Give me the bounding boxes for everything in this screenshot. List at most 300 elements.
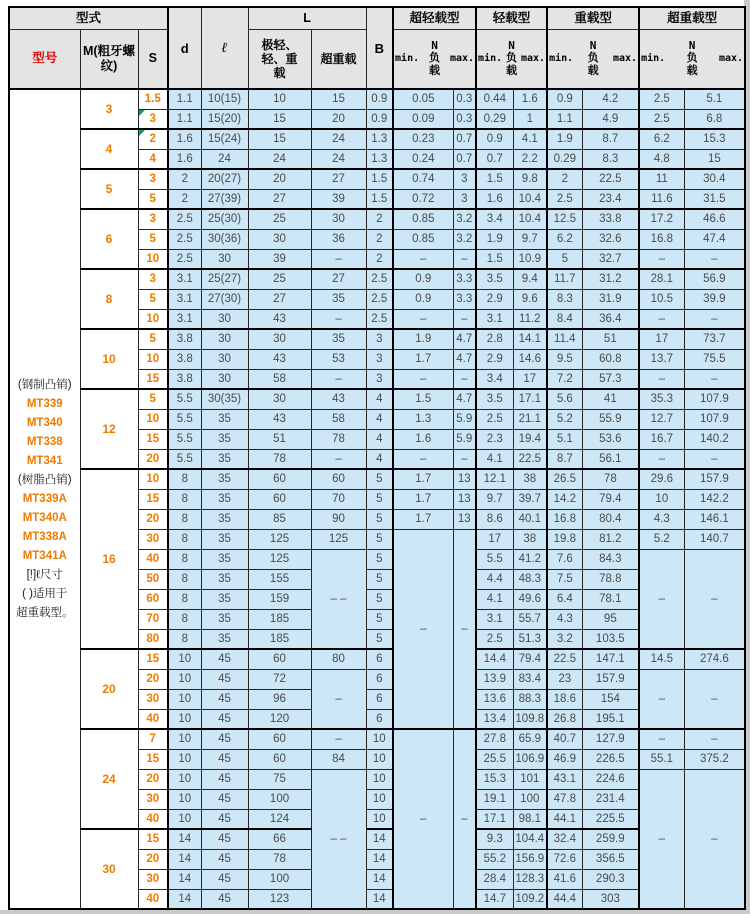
value-cell: 9.5: [547, 349, 582, 369]
value-cell: 10.4: [513, 209, 547, 229]
value-cell: 4.1: [476, 589, 513, 609]
s-size-cell: 10: [138, 309, 168, 329]
value-cell: 1.7: [393, 489, 453, 509]
value-cell: 15: [248, 109, 311, 129]
model-code: MT339A: [22, 492, 67, 505]
value-cell: 53: [311, 349, 366, 369]
value-cell: 7.5: [547, 569, 582, 589]
value-cell: 3.4: [476, 369, 513, 389]
value-cell: 16.8: [547, 509, 582, 529]
s-size-cell: 10: [138, 409, 168, 429]
value-cell: 35.3: [639, 389, 684, 409]
value-cell: 125: [248, 549, 311, 569]
value-cell: 6: [366, 649, 393, 669]
value-cell: 81.2: [582, 529, 639, 549]
value-cell: 3: [366, 369, 393, 389]
value-cell: 3.2: [453, 229, 476, 249]
value-cell: 30: [201, 369, 248, 389]
value-cell: 60: [248, 469, 311, 489]
value-cell: 78: [248, 849, 311, 869]
value-cell: 5.2: [639, 529, 684, 549]
value-cell: 11: [639, 169, 684, 189]
value-cell: 2: [366, 249, 393, 269]
value-cell: 5.2: [547, 409, 582, 429]
dash-cell: –: [453, 529, 476, 729]
value-cell: 30: [248, 329, 311, 349]
value-cell: 16.7: [639, 429, 684, 449]
value-cell: 20(27): [201, 169, 248, 189]
value-cell: 107.9: [684, 409, 745, 429]
min-label: min.: [395, 53, 420, 65]
value-cell: 56.1: [582, 449, 639, 469]
value-cell: –: [311, 309, 366, 329]
value-cell: 10: [366, 769, 393, 789]
value-cell: 43.1: [547, 769, 582, 789]
value-cell: 35: [201, 409, 248, 429]
value-cell: 35: [201, 629, 248, 649]
value-cell: 1.9: [547, 129, 582, 149]
value-cell: 2: [366, 229, 393, 249]
value-cell: 38: [513, 529, 547, 549]
value-cell: 17: [639, 329, 684, 349]
value-cell: 100: [248, 789, 311, 809]
value-cell: 5.6: [547, 389, 582, 409]
value-cell: 35: [201, 569, 248, 589]
value-cell: –: [639, 729, 684, 749]
header-group-heavy: 重载型: [547, 7, 639, 29]
m-size-cell: 16: [80, 469, 138, 649]
header-minmax-light: [476, 29, 547, 89]
value-cell: 10: [168, 809, 201, 829]
value-cell: 66: [248, 829, 311, 849]
value-cell: 4.8: [639, 149, 684, 169]
value-cell: 10.4: [513, 189, 547, 209]
value-cell: 5.5: [476, 549, 513, 569]
s-size-cell: 30: [138, 869, 168, 889]
value-cell: 154: [582, 689, 639, 709]
value-cell: 46.6: [684, 209, 745, 229]
value-cell: 30: [201, 329, 248, 349]
value-cell: 0.09: [393, 109, 453, 129]
value-cell: 0.29: [476, 109, 513, 129]
value-cell: 3.8: [168, 349, 201, 369]
value-cell: 11.2: [513, 309, 547, 329]
value-cell: –: [639, 369, 684, 389]
value-cell: 6: [366, 689, 393, 709]
value-cell: 4.7: [453, 349, 476, 369]
header-m-thread: M(粗牙螺纹): [80, 29, 138, 89]
s-size-cell: 10: [138, 249, 168, 269]
value-cell: 35: [201, 489, 248, 509]
value-cell: 51: [248, 429, 311, 449]
value-cell: 146.1: [684, 509, 745, 529]
value-cell: 24: [201, 149, 248, 169]
value-cell: 78: [248, 449, 311, 469]
value-cell: 45: [201, 769, 248, 789]
s-size-cell: 40: [138, 709, 168, 729]
value-cell: 2: [547, 169, 582, 189]
value-cell: 35: [201, 529, 248, 549]
value-cell: 10.9: [513, 249, 547, 269]
value-cell: 109.8: [513, 709, 547, 729]
value-cell: 8: [168, 509, 201, 529]
s-size-cell: 5: [138, 389, 168, 409]
dash-cell: –: [639, 769, 684, 909]
dash-cell: –: [684, 549, 745, 649]
value-cell: 45: [201, 749, 248, 769]
value-cell: 2.5: [168, 249, 201, 269]
value-cell: –: [684, 729, 745, 749]
value-cell: 17.1: [513, 389, 547, 409]
value-cell: 27: [311, 169, 366, 189]
value-cell: 259.9: [582, 829, 639, 849]
value-cell: 2.5: [639, 109, 684, 129]
value-cell: 32.6: [582, 229, 639, 249]
s-size-cell: 5: [138, 189, 168, 209]
value-cell: 1.3: [393, 409, 453, 429]
header-L-group: L: [248, 7, 366, 29]
value-cell: 1.6: [393, 429, 453, 449]
value-cell: 27(30): [201, 289, 248, 309]
value-cell: 0.7: [453, 149, 476, 169]
value-cell: 2.5: [476, 409, 513, 429]
value-cell: 78: [311, 429, 366, 449]
value-cell: 90: [311, 509, 366, 529]
value-cell: 4.3: [639, 509, 684, 529]
value-cell: 19.8: [547, 529, 582, 549]
value-cell: 1.5: [366, 169, 393, 189]
value-cell: –: [311, 449, 366, 469]
value-cell: 43: [311, 389, 366, 409]
value-cell: 3.1: [168, 289, 201, 309]
value-cell: 5: [366, 629, 393, 649]
value-cell: 44.4: [547, 889, 582, 909]
value-cell: 51.3: [513, 629, 547, 649]
value-cell: 10: [366, 749, 393, 769]
value-cell: 84.3: [582, 549, 639, 569]
value-cell: 31.9: [582, 289, 639, 309]
model-note-line: [!]ℓ尺寸: [26, 568, 63, 581]
value-cell: 124: [248, 809, 311, 829]
model-code: MT340: [26, 416, 63, 429]
value-cell: 30(35): [201, 389, 248, 409]
value-cell: 30.4: [684, 169, 745, 189]
value-cell: 35: [311, 289, 366, 309]
value-cell: 29.6: [639, 469, 684, 489]
value-cell: 57.3: [582, 369, 639, 389]
value-cell: 45: [201, 829, 248, 849]
s-size-cell: 3: [138, 169, 168, 189]
value-cell: 15(20): [201, 109, 248, 129]
min-label: min.: [641, 53, 666, 65]
value-cell: 11.7: [547, 269, 582, 289]
value-cell: 10: [248, 89, 311, 109]
value-cell: 30: [201, 249, 248, 269]
value-cell: 2.9: [476, 289, 513, 309]
value-cell: 1.1: [168, 109, 201, 129]
value-cell: 15: [311, 89, 366, 109]
value-cell: 24: [311, 129, 366, 149]
s-size-cell: 40: [138, 889, 168, 909]
value-cell: 195.1: [582, 709, 639, 729]
value-cell: 36.4: [582, 309, 639, 329]
value-cell: 125: [248, 529, 311, 549]
value-cell: 45: [201, 849, 248, 869]
value-cell: –: [393, 309, 453, 329]
s-size-cell: 30: [138, 689, 168, 709]
value-cell: 2: [168, 189, 201, 209]
dash-cell: –: [639, 549, 684, 649]
value-cell: –: [453, 449, 476, 469]
max-label: max.: [520, 53, 546, 65]
value-cell: 60: [248, 729, 311, 749]
value-cell: 47.8: [547, 789, 582, 809]
value-cell: 8.4: [547, 309, 582, 329]
value-cell: 3.1: [168, 269, 201, 289]
value-cell: 20: [311, 109, 366, 129]
value-cell: 8.7: [582, 129, 639, 149]
value-cell: 95: [582, 609, 639, 629]
min-label: min.: [478, 53, 503, 65]
value-cell: 21.1: [513, 409, 547, 429]
model-code: MT341A: [22, 549, 67, 562]
value-cell: 4.7: [453, 389, 476, 409]
s-size-cell: 40: [138, 809, 168, 829]
value-cell: 123: [248, 889, 311, 909]
value-cell: 58: [311, 409, 366, 429]
value-cell: 35: [201, 609, 248, 629]
value-cell: 35: [311, 329, 366, 349]
value-cell: 2: [168, 169, 201, 189]
value-cell: 32.4: [547, 829, 582, 849]
value-cell: 4.7: [453, 329, 476, 349]
value-cell: 14.2: [547, 489, 582, 509]
spec-table-header: [9, 7, 745, 89]
value-cell: 8.7: [547, 449, 582, 469]
value-cell: 35: [201, 429, 248, 449]
value-cell: 0.7: [453, 129, 476, 149]
value-cell: 33.8: [582, 209, 639, 229]
value-cell: 5: [366, 569, 393, 589]
value-cell: 17: [513, 369, 547, 389]
value-cell: 3: [366, 329, 393, 349]
value-cell: 11.6: [639, 189, 684, 209]
value-cell: 8: [168, 549, 201, 569]
value-cell: –: [311, 729, 366, 749]
value-cell: 0.3: [453, 89, 476, 109]
value-cell: 274.6: [684, 649, 745, 669]
value-cell: 84: [311, 749, 366, 769]
value-cell: 1.5: [366, 189, 393, 209]
value-cell: 78.1: [582, 589, 639, 609]
value-cell: 5: [366, 609, 393, 629]
value-cell: 159: [248, 589, 311, 609]
value-cell: 3.8: [168, 369, 201, 389]
s-size-cell: 20: [138, 509, 168, 529]
model-note-line: (树脂凸销): [17, 473, 72, 486]
max-label: max.: [449, 53, 475, 65]
value-cell: 17: [476, 529, 513, 549]
dash-cell: – –: [311, 769, 366, 909]
value-cell: 10(15): [201, 89, 248, 109]
value-cell: 75: [248, 769, 311, 789]
header-model: 型号: [9, 29, 80, 89]
value-cell: 96: [248, 689, 311, 709]
value-cell: 157.9: [582, 669, 639, 689]
value-cell: 31.5: [684, 189, 745, 209]
value-cell: 128.3: [513, 869, 547, 889]
value-cell: 73.7: [684, 329, 745, 349]
value-cell: 8.3: [582, 149, 639, 169]
value-cell: 1.5: [476, 249, 513, 269]
value-cell: 39: [311, 189, 366, 209]
value-cell: 19.4: [513, 429, 547, 449]
header-minmax-ultralight: [393, 29, 476, 89]
s-size-cell: 15: [138, 749, 168, 769]
dash-cell: –: [393, 529, 453, 729]
value-cell: –: [684, 449, 745, 469]
value-cell: 27: [311, 269, 366, 289]
header-group-ultralight: 超轻载型: [393, 7, 476, 29]
value-cell: 35: [201, 469, 248, 489]
value-cell: 13.9: [476, 669, 513, 689]
value-cell: 5.1: [547, 429, 582, 449]
s-size-cell: 20: [138, 669, 168, 689]
value-cell: 5: [547, 249, 582, 269]
value-cell: 0.05: [393, 89, 453, 109]
value-cell: 8: [168, 589, 201, 609]
value-cell: 13: [453, 509, 476, 529]
value-cell: 107.9: [684, 389, 745, 409]
value-cell: 17.1: [476, 809, 513, 829]
value-cell: 45: [201, 729, 248, 749]
value-cell: 20: [248, 169, 311, 189]
value-cell: 35: [201, 509, 248, 529]
value-cell: 30(36): [201, 229, 248, 249]
value-cell: 80: [311, 649, 366, 669]
value-cell: 4.1: [476, 449, 513, 469]
value-cell: 5: [366, 529, 393, 549]
header-s: S: [138, 29, 168, 89]
min-label: min.: [549, 53, 574, 65]
value-cell: 27: [248, 189, 311, 209]
s-size-cell: 20: [138, 849, 168, 869]
value-cell: 35: [201, 549, 248, 569]
value-cell: 55.7: [513, 609, 547, 629]
value-cell: 3.1: [168, 309, 201, 329]
value-cell: 4.4: [476, 569, 513, 589]
m-size-cell: 30: [80, 829, 138, 909]
value-cell: 10: [168, 669, 201, 689]
value-cell: 78.8: [582, 569, 639, 589]
value-cell: 10: [168, 749, 201, 769]
value-cell: 0.85: [393, 209, 453, 229]
value-cell: 8: [168, 489, 201, 509]
value-cell: 15.3: [684, 129, 745, 149]
n-load-label: N 负 载: [587, 39, 599, 78]
value-cell: 16.8: [639, 229, 684, 249]
value-cell: 45: [201, 649, 248, 669]
value-cell: 303: [582, 889, 639, 909]
value-cell: 2.8: [476, 329, 513, 349]
value-cell: 4: [366, 449, 393, 469]
value-cell: 127.9: [582, 729, 639, 749]
value-cell: 28.1: [639, 269, 684, 289]
s-size-cell: 30: [138, 789, 168, 809]
value-cell: 2.5: [366, 269, 393, 289]
value-cell: 3.8: [168, 329, 201, 349]
value-cell: 0.44: [476, 89, 513, 109]
value-cell: 41: [582, 389, 639, 409]
value-cell: 6: [366, 669, 393, 689]
header-group-light: 轻载型: [476, 7, 547, 29]
value-cell: 27(39): [201, 189, 248, 209]
value-cell: 46.9: [547, 749, 582, 769]
value-cell: 6.2: [547, 229, 582, 249]
value-cell: 225.5: [582, 809, 639, 829]
value-cell: 10: [168, 709, 201, 729]
s-size-cell: 3: [138, 269, 168, 289]
value-cell: 6: [366, 709, 393, 729]
header-L-sub-light: 极轻、轻、重载: [248, 29, 311, 89]
value-cell: 3.2: [453, 209, 476, 229]
model-code: MT340A: [22, 511, 67, 524]
value-cell: 4.1: [513, 129, 547, 149]
value-cell: 9.4: [513, 269, 547, 289]
model-code: MT338: [26, 435, 63, 448]
s-size-cell: 20: [138, 449, 168, 469]
value-cell: 55.9: [582, 409, 639, 429]
value-cell: 10: [168, 769, 201, 789]
value-cell: 4: [366, 409, 393, 429]
value-cell: 3: [453, 189, 476, 209]
value-cell: 28.4: [476, 869, 513, 889]
value-cell: 60: [311, 469, 366, 489]
s-size-cell: 3: [138, 209, 168, 229]
value-cell: 9.6: [513, 289, 547, 309]
value-cell: 30: [248, 389, 311, 409]
value-cell: 14.5: [639, 649, 684, 669]
value-cell: –: [639, 309, 684, 329]
value-cell: 13: [453, 469, 476, 489]
value-cell: –: [453, 309, 476, 329]
m-size-cell: 12: [80, 389, 138, 469]
header-l-lowercase: ℓ: [201, 7, 248, 89]
s-size-cell: 50: [138, 569, 168, 589]
value-cell: 100: [513, 789, 547, 809]
n-load-label: N 负 载: [429, 39, 441, 78]
value-cell: 9.7: [513, 229, 547, 249]
value-cell: 140.7: [684, 529, 745, 549]
value-cell: 1.9: [393, 329, 453, 349]
value-cell: 0.9: [393, 269, 453, 289]
value-cell: 53.6: [582, 429, 639, 449]
value-cell: 12.7: [639, 409, 684, 429]
value-cell: 0.9: [547, 89, 582, 109]
value-cell: 13: [453, 489, 476, 509]
dash-cell: –: [684, 769, 745, 909]
header-group-ultraheavy: 超重载型: [639, 7, 745, 29]
value-cell: 8: [168, 629, 201, 649]
value-cell: 30: [248, 229, 311, 249]
value-cell: 38: [513, 469, 547, 489]
value-cell: 2.5: [168, 209, 201, 229]
value-cell: 5.9: [453, 429, 476, 449]
value-cell: 185: [248, 609, 311, 629]
value-cell: 157.9: [684, 469, 745, 489]
value-cell: 185: [248, 629, 311, 649]
value-cell: 6.4: [547, 589, 582, 609]
